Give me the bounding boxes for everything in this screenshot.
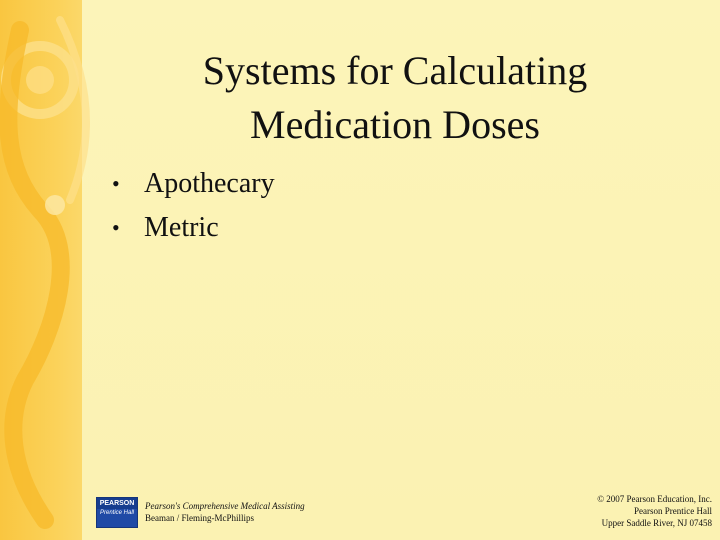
logo-top-text: PEARSON: [97, 498, 137, 509]
bullet-text: Metric: [144, 212, 219, 243]
footer-book-title: Pearson's Comprehensive Medical Assisting: [145, 501, 305, 511]
stethoscope-decoration-icon: [0, 0, 110, 540]
bullet-item-metric: [112, 206, 275, 250]
footer-copyright: [597, 493, 712, 529]
pearson-logo: [96, 497, 138, 528]
logo-bottom-text: Prentice Hall: [99, 510, 134, 516]
footer-authors: Beaman / Fleming-McPhillips: [145, 513, 254, 523]
footer-publisher: Pearson Prentice Hall: [634, 506, 712, 516]
footer-book-info: [145, 500, 305, 524]
bullet-item-apothecary: [112, 162, 275, 206]
title-line-2: Medication Doses: [250, 102, 540, 147]
footer-copyright-line: © 2007 Pearson Education, Inc.: [597, 494, 712, 504]
bullet-list: [112, 162, 275, 250]
title-line-1: Systems for Calculating: [202, 48, 588, 93]
bullet-icon: •: [112, 215, 120, 240]
footer-address: Upper Saddle River, NJ 07458: [601, 518, 712, 528]
bullet-text: Apothecary: [144, 168, 275, 199]
bullet-icon: •: [112, 171, 120, 196]
slide-title: [120, 44, 670, 152]
